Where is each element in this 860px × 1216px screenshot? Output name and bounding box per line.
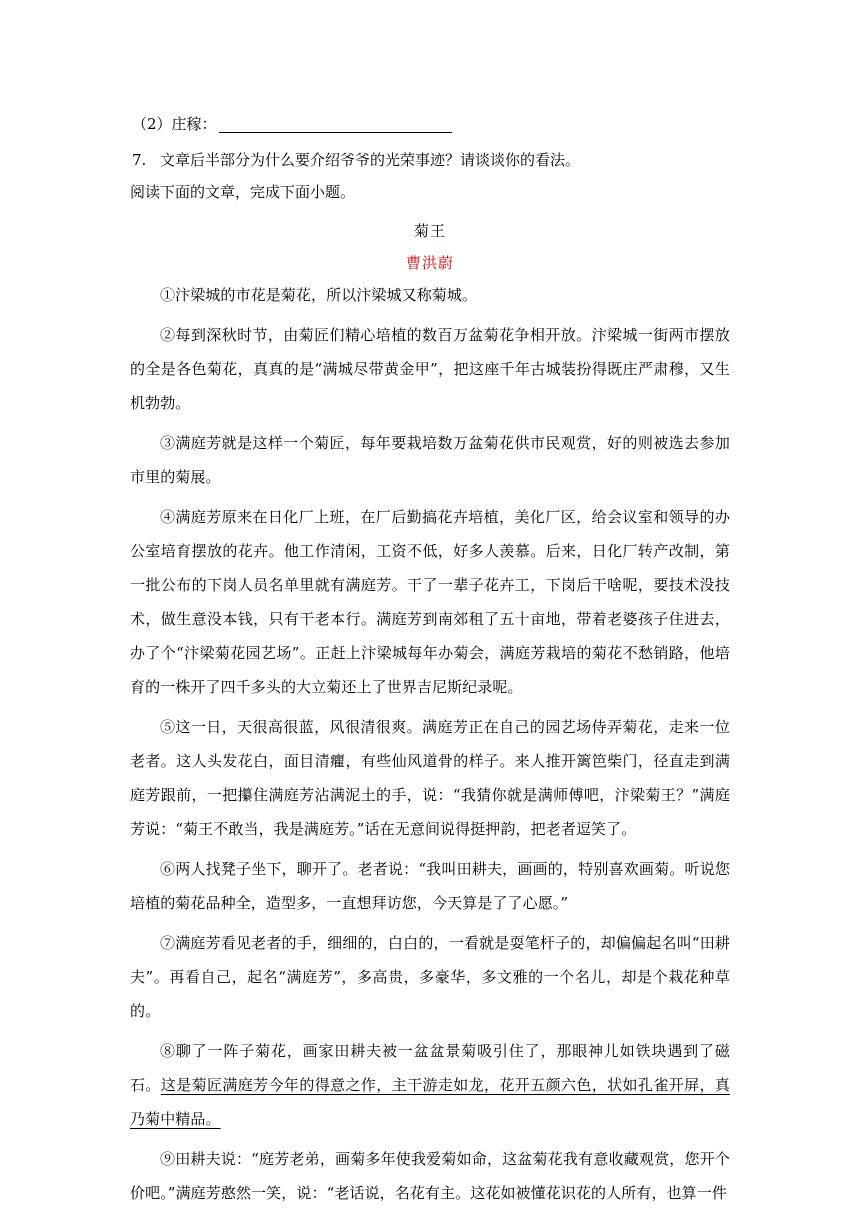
paragraph-7: ⑦满庭芳看见老者的手，细细的，白白的，一看就是耍笔杆子的，却偏偏起名叫“田耕夫”。再看自己，起名“满庭芳”，多高贵，多豪华，多文雅的一个名儿，却是个栽花种草的。 <box>130 934 730 1020</box>
page-content <box>130 110 730 1210</box>
question-7-text: 文章后半部分为什么要介绍爷爷的光荣事迹？请谈谈你的看法。 <box>160 151 581 169</box>
paragraph-3: ③满庭芳就是这样一个菊匠，每年要栽培数万盆菊花供市民观赏，好的则被选去参加市里的菊展。 <box>130 434 730 486</box>
paragraph-8 <box>130 1034 730 1136</box>
question-7 <box>130 144 730 176</box>
paragraph-2: ②每到深秋时节，由菊匠们精心培植的数百万盆菊花争相开放。汴梁城一街两市摆放的全是各色菊花，真真的是“满城尽带黄金甲”，把这座千年古城装扮得既庄严肃穆，又生机勃勃。 <box>130 326 730 412</box>
answer-blank-line[interactable] <box>219 116 452 133</box>
question-2-label: （2）庄稼： <box>132 115 217 133</box>
paragraph-8-text: ⑧聊了一阵子菊花，画家田耕夫被一盆盆景菊吸引住了，那眼神儿如铁块遇到了磁石。 <box>130 1042 730 1094</box>
paragraph-4: ④满庭芳原来在日化厂上班，在厂后勤搞花卉培植，美化厂区，给会议室和领导的办公室培育摆放的花卉。他工作清闲，工资不低，好多人羡慕。后来，日化厂转产改制，第一批公布的下岗人员名单里就有满庭芳。干了一辈子花卉工，下岗后干啥呢，要技术没技术，做生意没本钱，只有干老本行。满庭芳到南郊租了五十亩地，带着老婆孩子住进去，办了个“汴梁菊花园艺场”。正赶上汴梁城每年办菊会，满庭芳栽培的菊花不愁销路，他培育的一株开了四千多头的大立菊还上了世界吉尼斯纪录呢。 <box>130 508 730 696</box>
article-title: 菊王 <box>413 222 446 240</box>
question-2-sub <box>132 110 730 138</box>
question-7-number: 7. <box>132 151 147 169</box>
paragraph-1: ①汴梁城的市花是菊花，所以汴梁城又称菊城。 <box>160 286 478 304</box>
article-author: 曹洪蔚 <box>405 254 454 272</box>
paragraph-6: ⑥两人找凳子坐下，聊开了。老者说：“我叫田耕夫，画画的，特别喜欢画菊。听说您培植的菊花品种全，造型多，一直想拜访您，今天算是了了心愿。” <box>130 860 730 912</box>
paragraph-8-underlined-sentence: 这是菊匠满庭芳今年的得意之作，主干游走如龙，花开五颜六色，状如孔雀开屏，真乃菊中精品。 <box>130 1076 730 1128</box>
reading-instruction: 阅读下面的文章，完成下面小题。 <box>130 183 356 201</box>
paragraph-5: ⑤这一日，天很高很蓝，风很清很爽。满庭芳正在自己的园艺场侍弄菊花，走来一位老者。这人头发花白，面目清癯，有些仙风道骨的样子。来人推开篱笆柴门，径直走到满庭芳跟前，一把攥住满庭芳沾满泥土的手，说：“我猜你就是满师傅吧，汴梁菊王？”满庭芳说：“菊王不敢当，我是满庭芳。”话在无意间说得挺押韵，把老者逗笑了。 <box>130 718 730 838</box>
paragraph-9: ⑨田耕夫说：“庭芳老弟，画菊多年使我爱菊如命，这盆菊花我有意收藏观赏，您开个价吧。”满庭芳憨然一笑，说：“老话说，名花有主。这花如被懂花识花的人所有，也算一件 <box>130 1150 730 1202</box>
